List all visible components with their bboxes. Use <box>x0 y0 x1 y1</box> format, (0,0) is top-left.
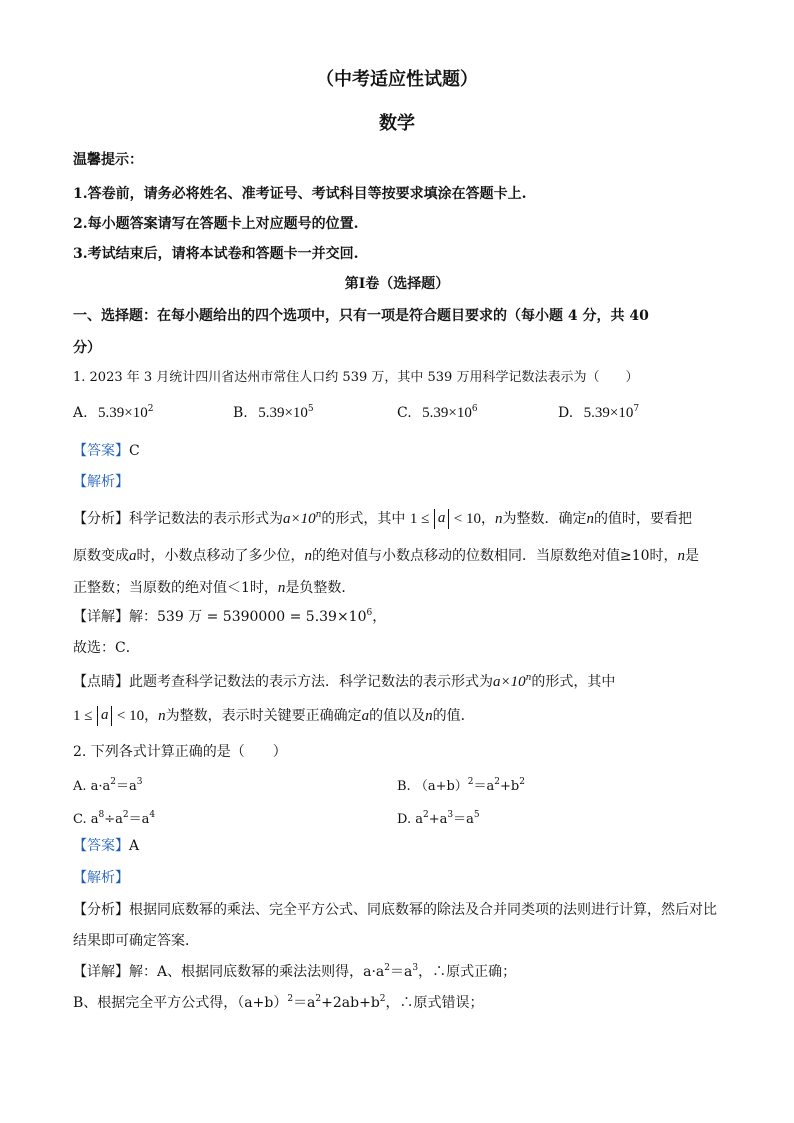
q1-detail: 【详解】解：539 万 = $5390000 = 5.39\times 10^6$， <box>73 608 387 625</box>
tip-3: 3.考试结束后，请将本试卷和答题卡一并交回. <box>73 246 359 262</box>
q1-option-c-exp: 6 <box>471 404 478 414</box>
q1-dianjing-line1: 【点睛】此题考查科学记数法的表示方法．科学记数法的表示形式为$a\times 10^n$的形式，其中 <box>73 673 616 690</box>
volume-title: 第Ⅰ卷（选择题） <box>344 276 450 292</box>
q2-option-c: C. $a^8\div a^2=a^4$ <box>73 810 156 827</box>
q1-option-b-exp: 5 <box>307 404 314 414</box>
q1-fenxi-line2: 原数变成a时，小数点移动了多少位，n的绝对值与小数点移动的位数相同．当原数绝对值≥10时，n是 <box>73 548 700 564</box>
q1-option-c-label: C. <box>397 405 412 421</box>
q2-fenxi-line1: 【分析】根据同底数幂的乘法、完全平方公式、同底数幂的除法及合并同类项的法则进行计算，然后对比 <box>73 902 717 918</box>
q1-fenxi-line1: 【分析】科学记数法的表示形式为$a\times 10^n$的形式，其中 1 ≤ a < 10，n为整数．确定n的值时，要看把 <box>73 510 692 527</box>
tip-1: 1.答卷前，请务必将姓名、准考证号、考试科目等按要求填涂在答题卡上. <box>73 186 527 202</box>
q1-analysis-tag: 【解析】 <box>73 474 129 490</box>
q2-analysis-tag: 【解析】 <box>73 870 129 886</box>
q1-option-d-exp: 7 <box>633 404 640 414</box>
q1-fenxi-line3: 正整数；当原数的绝对值＜1时，n是负整数． <box>73 580 356 596</box>
q2-stem: 2. 下列各式计算正确的是（ ） <box>73 744 287 760</box>
q2-option-d: D. $a^2+a^3=a^5$ <box>397 810 480 827</box>
q1-answer-value: C <box>129 443 140 459</box>
q1-option-d-label: D. <box>558 405 574 421</box>
q1-option-b-label: B. <box>233 405 248 421</box>
q1-stem: 1. 2023 年 3 月统计四川省达州市常住人口约 539 万，其中 539 万用科学记数法表示为（ ） <box>73 370 639 385</box>
q1-option-c <box>397 405 478 422</box>
q1-option-a <box>73 405 153 422</box>
q2-option-a: A. $a\cdot a^2=a^3$ <box>73 777 143 794</box>
q2-answer-value: A <box>129 838 140 854</box>
q2-fenxi-line2: 结果即可确定答案． <box>73 933 199 949</box>
section-heading-line1: 一、选择题：在每小题给出的四个选项中，只有一项是符合题目要求的（每小题 4 分，共 40 <box>73 308 649 324</box>
q2-detail-line1: 【详解】解：A、根据同底数幂的乘法法则得，$a\cdot a^2=a^3$，∴原式正确； <box>73 963 517 980</box>
q1-option-d-value: 5.39×10 <box>583 405 634 421</box>
tip-2: 2.每小题答案请写在答题卡上对应题号的位置. <box>73 216 359 232</box>
q1-option-a-value: 5.39×10 <box>98 405 148 421</box>
q1-option-a-label: A. <box>73 405 88 421</box>
subject-title: 数学 <box>379 113 415 134</box>
q1-option-b <box>233 405 314 422</box>
tips-heading: 温馨提示： <box>73 152 143 168</box>
q1-option-a-exp: 2 <box>147 404 154 414</box>
q2-option-b: B. $(a+b)^2=a^2+b^2$ <box>397 777 525 794</box>
q1-answer <box>73 441 140 461</box>
q2-answer: 【答案】A <box>73 838 140 854</box>
q1-option-b-value: 5.39×10 <box>258 405 308 421</box>
exam-title: （中考适应性试题） <box>316 69 478 90</box>
q2-detail-line2: B、根据完全平方公式得，$(a+b)^2=a^2+2ab+b^2$，∴原式错误； <box>73 994 484 1011</box>
q1-choose: 故选：C． <box>73 640 140 656</box>
q1-option-d <box>558 405 639 422</box>
section-heading-line2: 分） <box>73 340 101 356</box>
answer-tag: 【答案】 <box>73 443 129 459</box>
q1-dianjing-line2: 1 ≤ a < 10，n为整数，表示时关键要正确确定a的值以及n的值． <box>73 707 475 724</box>
q1-option-c-value: 5.39×10 <box>422 405 472 421</box>
